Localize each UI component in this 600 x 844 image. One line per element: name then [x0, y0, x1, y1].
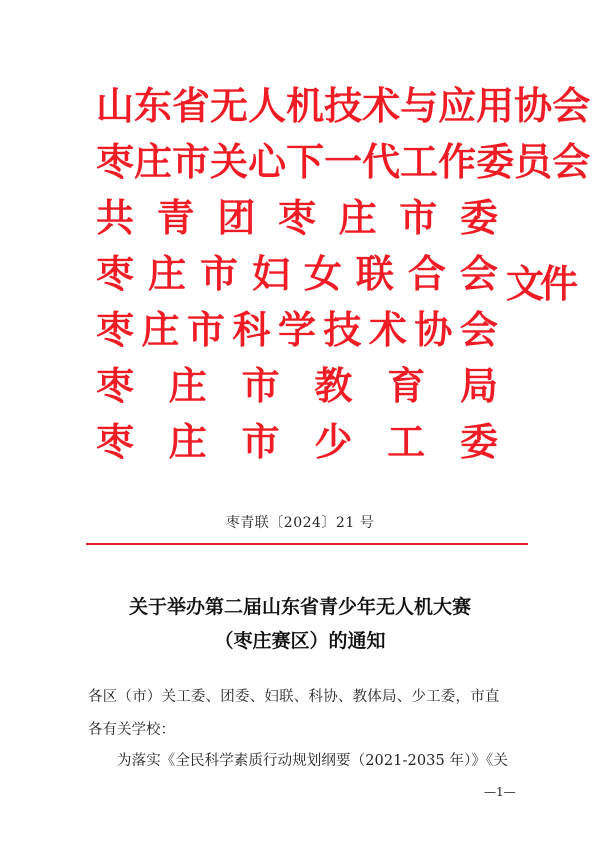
letterhead-char: 庄 — [338, 195, 377, 240]
issuer-line — [96, 358, 498, 414]
letterhead-char: 会 — [552, 83, 591, 128]
letterhead-char: 省 — [172, 83, 211, 128]
letterhead-char: 育 — [387, 363, 426, 408]
letterhead-char: 无 — [210, 83, 249, 128]
letterhead-char: 市 — [399, 195, 438, 240]
issuer-line — [96, 246, 498, 302]
letterhead-char: 委 — [459, 419, 498, 464]
issuer-line — [96, 302, 498, 358]
issuer-line — [96, 134, 591, 190]
letterhead-char: 合 — [407, 251, 446, 296]
letterhead-char: 少 — [314, 419, 353, 464]
letterhead-char: 联 — [355, 251, 394, 296]
letterhead-char: 心 — [248, 139, 287, 184]
letterhead-char: 机 — [286, 83, 325, 128]
letterhead-char: 市 — [241, 363, 280, 408]
letterhead-char: 庄 — [168, 419, 207, 464]
letterhead-char: 协 — [514, 83, 553, 128]
notice-title-line1: 关于举办第二届山东省青少年无人机大赛 — [128, 596, 471, 618]
document-suffix: 文件 — [506, 261, 575, 306]
notice-title-line2: （枣庄赛区）的通知 — [214, 630, 386, 652]
letterhead-char: 枣 — [96, 419, 135, 464]
letterhead-char: 东 — [134, 83, 173, 128]
letterhead-char: 会 — [459, 307, 498, 352]
letterhead-char: 女 — [303, 251, 342, 296]
letterhead-char: 术 — [368, 307, 407, 352]
letterhead-char: 枣 — [96, 139, 135, 184]
letterhead-char: 枣 — [96, 251, 135, 296]
letterhead-char: 局 — [459, 363, 498, 408]
letterhead-char: 会 — [459, 251, 498, 296]
letterhead-char: 应 — [438, 83, 477, 128]
letterhead-char: 工 — [387, 419, 426, 464]
letterhead-char: 山 — [96, 83, 135, 128]
letterhead-char: 科 — [232, 307, 271, 352]
letterhead-char: 技 — [323, 307, 362, 352]
letterhead-char: 妇 — [251, 251, 290, 296]
letterhead-char: 青 — [156, 195, 195, 240]
letterhead-char: 庄 — [134, 139, 173, 184]
letterhead-char: 庄 — [147, 251, 186, 296]
letterhead-char: 会 — [552, 139, 591, 184]
letterhead-char: 作 — [438, 139, 477, 184]
letterhead-char: 技 — [324, 83, 363, 128]
letterhead-char: 一 — [324, 139, 363, 184]
letterhead-char: 市 — [186, 307, 225, 352]
letterhead-char: 协 — [414, 307, 453, 352]
recipients-line1: 各区（市）关工委、团委、妇联、科协、教体局、少工委，市直 — [88, 689, 500, 705]
letterhead-char: 枣 — [96, 307, 135, 352]
letterhead-char: 团 — [217, 195, 256, 240]
letterhead-char: 与 — [400, 83, 439, 128]
letterhead-char: 委 — [459, 195, 498, 240]
letterhead-char: 枣 — [277, 195, 316, 240]
letterhead-char: 庄 — [141, 307, 180, 352]
letterhead-char: 共 — [96, 195, 135, 240]
letterhead-char: 市 — [172, 139, 211, 184]
letterhead-char: 代 — [362, 139, 401, 184]
document-number: 枣青联〔2024〕21 号 — [225, 515, 375, 531]
letterhead-char: 教 — [314, 363, 353, 408]
issuer-line — [96, 190, 498, 246]
letterhead-char: 庄 — [168, 363, 207, 408]
letterhead-char: 市 — [241, 419, 280, 464]
letterhead-char: 学 — [277, 307, 316, 352]
letterhead-char: 委 — [476, 139, 515, 184]
recipients-line2: 各有关学校： — [88, 722, 175, 738]
letterhead-char: 关 — [210, 139, 249, 184]
letterhead-char: 术 — [362, 83, 401, 128]
letterhead-char: 用 — [476, 83, 515, 128]
letterhead-char: 下 — [286, 139, 325, 184]
issuer-line — [96, 78, 591, 134]
issuer-line — [96, 414, 498, 470]
letterhead-char: 人 — [248, 83, 287, 128]
letterhead-char: 枣 — [96, 363, 135, 408]
body-paragraph-start: 为落实《全民科学素质行动规划纲要（2021-2035 年）》《关 — [117, 753, 509, 769]
page-number: —1— — [484, 785, 516, 799]
letterhead-char: 工 — [400, 139, 439, 184]
letterhead-char: 员 — [514, 139, 553, 184]
letterhead-char: 市 — [199, 251, 238, 296]
red-divider-line — [86, 543, 528, 545]
